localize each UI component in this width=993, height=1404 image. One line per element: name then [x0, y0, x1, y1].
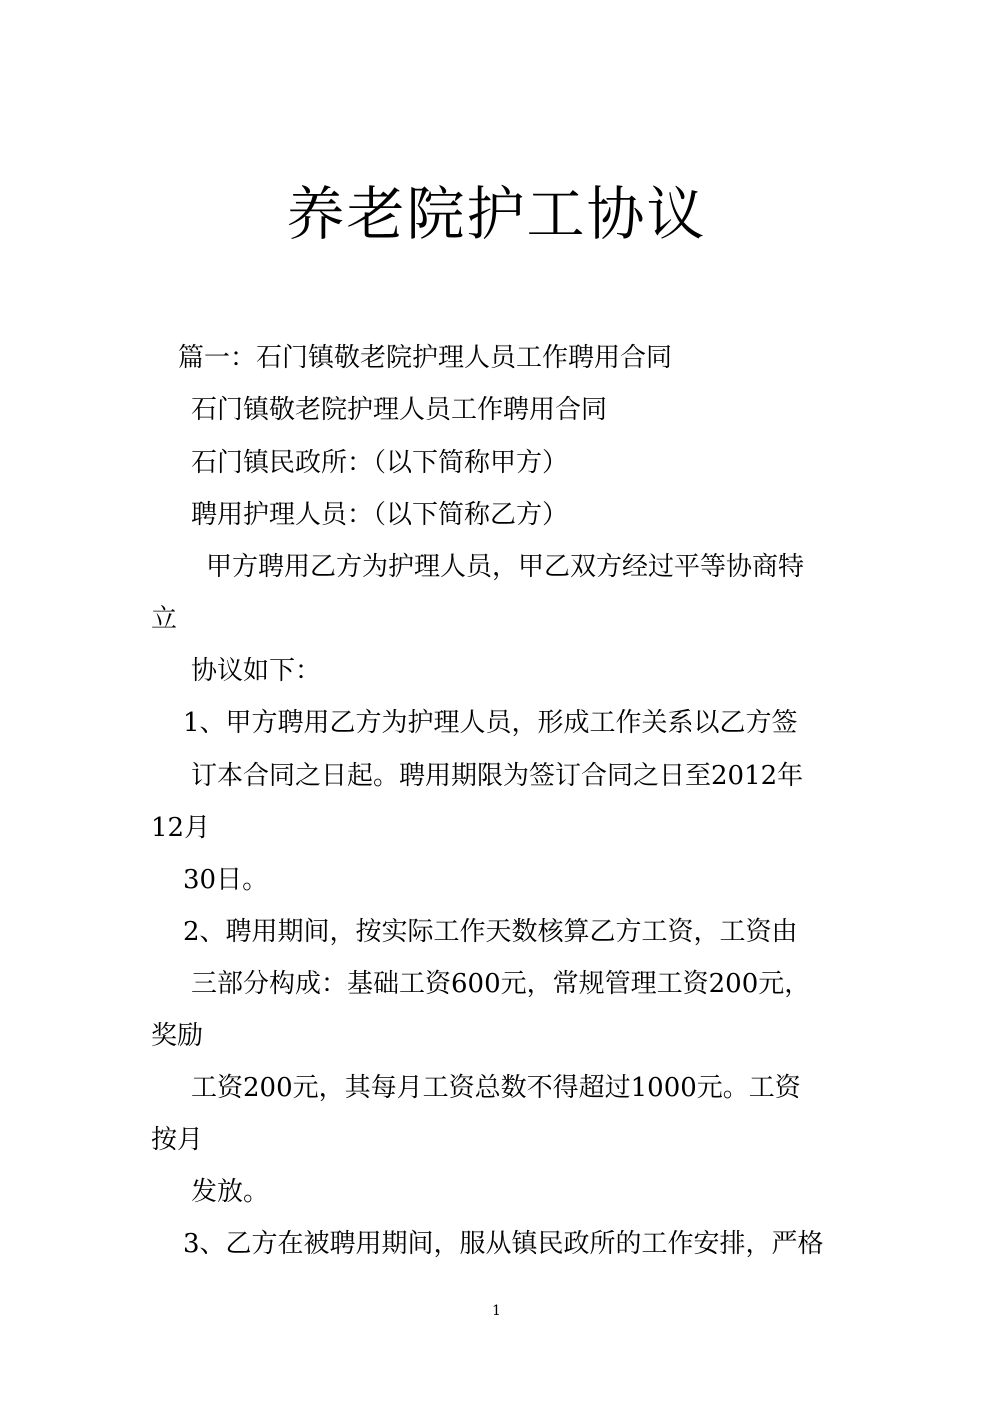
clause-2-line: 发放。 [191, 1177, 270, 1207]
clause-1-line: 12月 [151, 813, 211, 843]
clause-1-line: 订本合同之日起。聘用期限为签订合同之日至2012年 [191, 761, 804, 791]
paragraph-line: 协议如下： [191, 656, 322, 686]
clause-2-line: 工资200元，其每月工资总数不得超过1000元。工资 [191, 1073, 801, 1103]
section-heading: 篇一：石门镇敬老院护理人员工作聘用合同 [178, 343, 673, 373]
paragraph-line: 立 [151, 604, 178, 634]
clause-1-line: 30日。 [183, 865, 269, 895]
document-title: 养老院护工协议 [286, 180, 707, 248]
clause-2-line: 2、聘用期间，按实际工作天数核算乙方工资，工资由 [183, 917, 798, 947]
paragraph-line: 甲方聘用乙方为护理人员，甲乙双方经过平等协商特 [206, 552, 805, 582]
contract-title-line: 石门镇敬老院护理人员工作聘用合同 [191, 395, 608, 425]
page-number: 1 [492, 1303, 501, 1319]
party-b-line: 聘用护理人员：（以下简称乙方） [191, 500, 569, 530]
clause-2-line: 按月 [151, 1125, 204, 1155]
party-a-line: 石门镇民政所：（以下简称甲方） [191, 448, 569, 478]
clause-2-line: 三部分构成：基础工资600元，常规管理工资200元， [191, 969, 811, 999]
clause-3-line: 3、乙方在被聘用期间，服从镇民政所的工作安排，严格 [183, 1229, 824, 1259]
clause-2-line: 奖励 [151, 1021, 204, 1051]
clause-1-line: 1、甲方聘用乙方为护理人员，形成工作关系以乙方签 [183, 708, 798, 738]
